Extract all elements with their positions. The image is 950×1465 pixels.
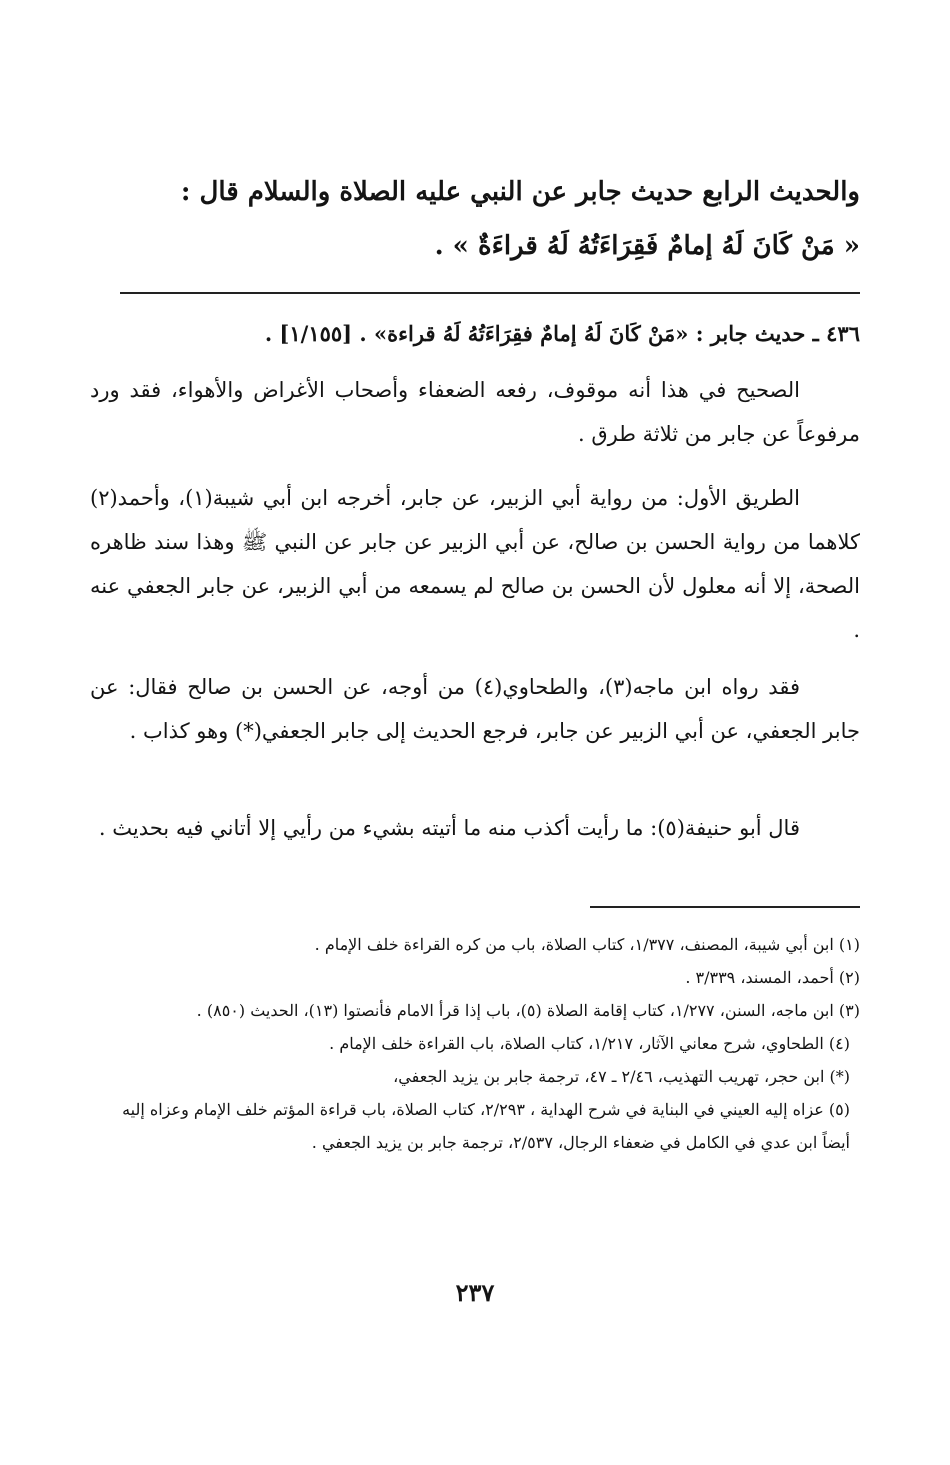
page-number: ٢٣٧ bbox=[455, 1278, 495, 1307]
hadith-heading: ٤٣٦ ـ حديث جابر : «مَنْ كَانَ لَهُ إمامٌ فقِرَاءَتُهُ لَهُ قراءة» . [١/١٥٥] . bbox=[264, 321, 860, 346]
footnote-2: (٢) أحمد، المسند، ٣/٣٣٩ . bbox=[685, 968, 860, 987]
footnote-3: (٣) ابن ماجه، السنن، ١/٢٧٧، كتاب إقامة الصلاة (٥)، باب إذا قرأ الامام فأنصتوا (١٣)، الحديث (٨٥٠) . bbox=[196, 1001, 860, 1020]
paragraph-2 bbox=[90, 476, 860, 652]
footnote-4: (٤) الطحاوي، شرح معاني الآثار، ١/٢١٧، كتاب الصلاة، باب القراءة خلف الإمام . bbox=[329, 1034, 850, 1053]
top-divider bbox=[120, 292, 860, 294]
paragraph-3-text: فقد رواه ابن ماجه(٣)، والطحاوي(٤) من أوجه، عن الحسن بن صالح فقال: عن جابر الجعفي، عن أبي الزبير عن جابر، فرجع الحديث إلى جابر الجعفي(*) وهو كذاب . bbox=[90, 675, 860, 743]
paragraph-1-text: الصحيح في هذا أنه موقوف، رفعه الضعفاء وأصحاب الأغراض والأهواء، فقد ورد مرفوعاً عن جابر من ثلاثة طرق . bbox=[90, 378, 860, 446]
paragraph-4-text: قال أبو حنيفة(٥): ما رأيت أكذب منه ما أتيته بشيء من رأيي إلا أتاني فيه بحديث . bbox=[98, 816, 800, 840]
header-line-2: « مَنْ كَانَ لَهُ إمامٌ فَقِرَاءَتُهُ لَهُ قراءَةٌ » . bbox=[434, 231, 860, 261]
main-text-header bbox=[90, 165, 860, 273]
paragraph-3 bbox=[90, 665, 860, 753]
paragraph-4 bbox=[90, 806, 860, 850]
footnotes bbox=[90, 928, 860, 1159]
footnote-star: (*) ابن حجر، تهريب التهذيب، ٢/٤٦ ـ ٤٧، ترجمة جابر بن يزيد الجعفي، bbox=[393, 1067, 850, 1086]
paragraph-1 bbox=[90, 368, 860, 456]
header-line-1: والحديث الرابع حديث جابر عن النبي عليه الصلاة والسلام قال : bbox=[180, 177, 860, 207]
paragraph-2-text: الطريق الأول: من رواية أبي الزبير، عن جابر، أخرجه ابن أبي شيبة(١)، وأحمد(٢) كلاهما من رواية الحسن بن صالح، عن أبي الزبير عن جابر عن النبي ﷺ وهذا سند ظاهره الصحة، إلا أنه معلول لأن الحسن بن صالح لم يسمعه من أبي الزبير، عن جابر الجعفي عنه . bbox=[90, 486, 860, 642]
footnote-divider bbox=[590, 906, 860, 908]
footnote-5: (٥) عزاه إليه العيني في البناية في شرح الهداية ، ٢/٢٩٣، كتاب الصلاة، باب قراءة المؤتم خلف الإمام وعزاه إليه أيضاً ابن عدي في الكامل في ضعفاء الرجال، ٢/٥٣٧، ترجمة جابر بن يزيد الجعفي . bbox=[122, 1100, 850, 1152]
footnote-1: (١) ابن أبي شيبة، المصنف، ١/٣٧٧، كتاب الصلاة، باب من كره القراءة خلف الإمام . bbox=[314, 935, 860, 954]
